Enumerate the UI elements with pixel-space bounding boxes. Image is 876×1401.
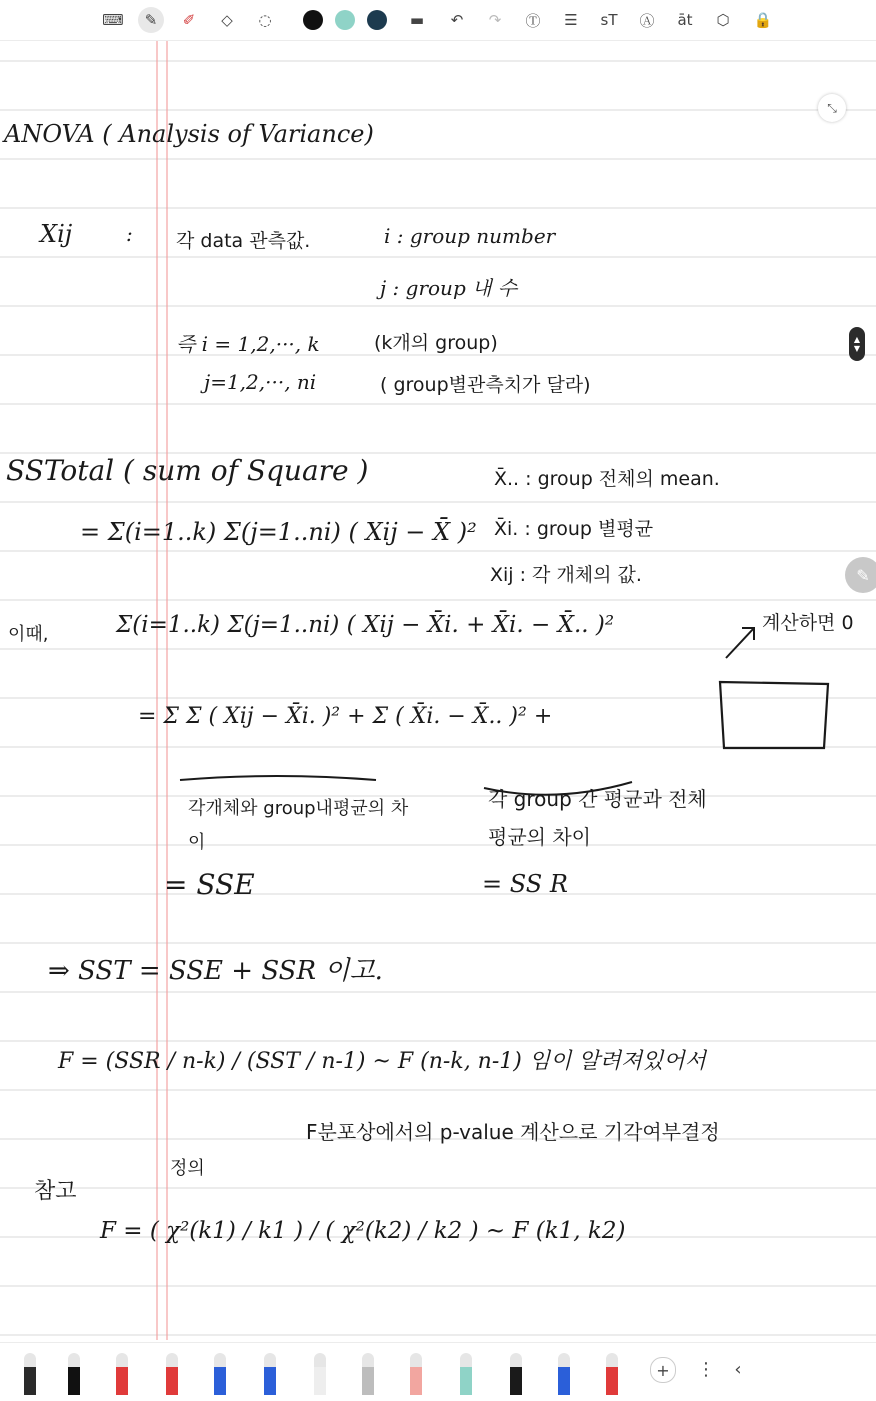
text-tool-icon[interactable]: Ⓣ — [525, 11, 541, 30]
math-icon[interactable]: āt — [677, 11, 693, 29]
sse: = SSE — [164, 868, 255, 901]
lasso-icon[interactable]: ◌ — [258, 11, 272, 29]
f-note: F분포상에서의 p-value 계산으로 기각여부결정 — [306, 1120, 720, 1144]
i-desc: i : group number — [384, 224, 556, 248]
range-i: 즉 i = 1,2,···, k — [176, 332, 320, 356]
align-icon[interactable]: ☰ — [564, 11, 578, 29]
color-navy-swatch[interactable] — [367, 10, 387, 30]
text-style-icon[interactable]: ꜱT — [600, 11, 618, 29]
more-menu-button[interactable]: ⋮ — [697, 1358, 715, 1380]
xij-colon: : — [126, 222, 133, 246]
pen-slot[interactable] — [214, 1353, 226, 1395]
range-j: j=1,2,···, ni — [204, 370, 317, 394]
j-desc: j : group 내 수 — [380, 276, 518, 300]
note-title: ANOVA ( Analysis of Variance) — [4, 120, 374, 148]
lock-icon[interactable]: 🔒 — [753, 11, 773, 29]
pen-slot[interactable] — [460, 1353, 472, 1395]
color-mint-swatch[interactable] — [335, 10, 355, 30]
xij-desc: 각 data 관측값. — [176, 230, 311, 252]
scroll-handle[interactable]: ▲ ▼ — [849, 327, 865, 361]
shapes-icon[interactable]: ⬡ — [716, 11, 730, 29]
eraser-icon[interactable]: ◇ — [221, 11, 233, 29]
mean-all: X̄.. : group 전체의 mean. — [494, 468, 720, 490]
color-black-swatch[interactable] — [303, 10, 323, 30]
pen-slot[interactable] — [510, 1353, 522, 1395]
arrow-icon — [724, 622, 760, 660]
pen-tray — [0, 1342, 876, 1401]
undo-icon[interactable]: ↶ — [450, 11, 464, 29]
xij-value: Xij : 각 개체의 값. — [490, 564, 642, 586]
pen-slot[interactable] — [68, 1353, 80, 1395]
pen-slot[interactable] — [410, 1353, 422, 1395]
pen-slot[interactable] — [264, 1353, 276, 1395]
pen-slot[interactable] — [558, 1353, 570, 1395]
pen-slot[interactable] — [314, 1353, 326, 1395]
f-definition: F = ( χ²(k1) / k1 ) / ( χ²(k2) / k2 ) ~ F (k1, k2) — [100, 1218, 626, 1244]
note-page[interactable] — [0, 40, 876, 1340]
ssr: = SS R — [482, 870, 568, 898]
sst-formula: = Σ(i=1..k) Σ(j=1..ni) ( Xij − X̄̄ )² — [80, 518, 477, 546]
xij-label: Xij — [40, 220, 73, 248]
between-note: 각 group 간 평균과 전체평균의 차이 — [488, 787, 707, 849]
top-toolbar — [0, 0, 876, 41]
pen-icon[interactable]: ✎ — [138, 7, 164, 33]
redo-icon[interactable]: ↷ — [488, 11, 502, 29]
ref-label: 참고 — [34, 1179, 77, 1204]
collapse-pens-button[interactable]: ‹ — [734, 1358, 742, 1380]
range-i-note: (k개의 group) — [374, 332, 498, 354]
handwriting-icon[interactable]: Ⓐ — [639, 11, 655, 30]
stroke-width-icon[interactable]: ▬ — [409, 11, 425, 29]
expansion: = Σ Σ ( Xij − X̄i. )² + Σ ( X̄i. − X̄.. )² + — [138, 704, 553, 729]
highlighter-icon[interactable]: ✐ — [182, 11, 196, 29]
within-note: 각개체와 group내평균의 차이 — [188, 798, 409, 853]
range-j-note: ( group별관측치가 달라) — [380, 374, 591, 396]
mean-group: X̄i. : group 별평균 — [494, 518, 654, 540]
f-statistic: F = (SSR / n-k) / (SST / n-1) ~ F (n-k, n-1) 임이 알려져있어서 — [58, 1049, 706, 1074]
collapse-icon[interactable]: ⤡ — [818, 94, 846, 122]
then-label: 이때, — [8, 624, 49, 645]
keyboard-icon[interactable]: ⌨ — [102, 11, 124, 29]
edit-pencil-icon[interactable]: ✎ — [845, 557, 876, 593]
cross-term-note: 계산하면 0 — [762, 612, 854, 634]
sst-label: SSTotal ( sum of Square ) — [6, 454, 369, 487]
cross-term-box — [716, 678, 832, 752]
pen-slot[interactable] — [362, 1353, 374, 1395]
def-label: 정의 — [170, 1158, 205, 1179]
decomposition: Σ(i=1..k) Σ(j=1..ni) ( Xij − X̄i. + X̄i. − X̄.. )² — [116, 612, 615, 638]
identity: ⇒ SST = SSE + SSR 이고. — [48, 956, 383, 986]
pen-slot[interactable] — [24, 1353, 36, 1395]
pen-slot[interactable] — [606, 1353, 618, 1395]
pen-slot[interactable] — [166, 1353, 178, 1395]
pen-slot[interactable] — [116, 1353, 128, 1395]
add-pen-button[interactable]: + — [650, 1357, 676, 1383]
